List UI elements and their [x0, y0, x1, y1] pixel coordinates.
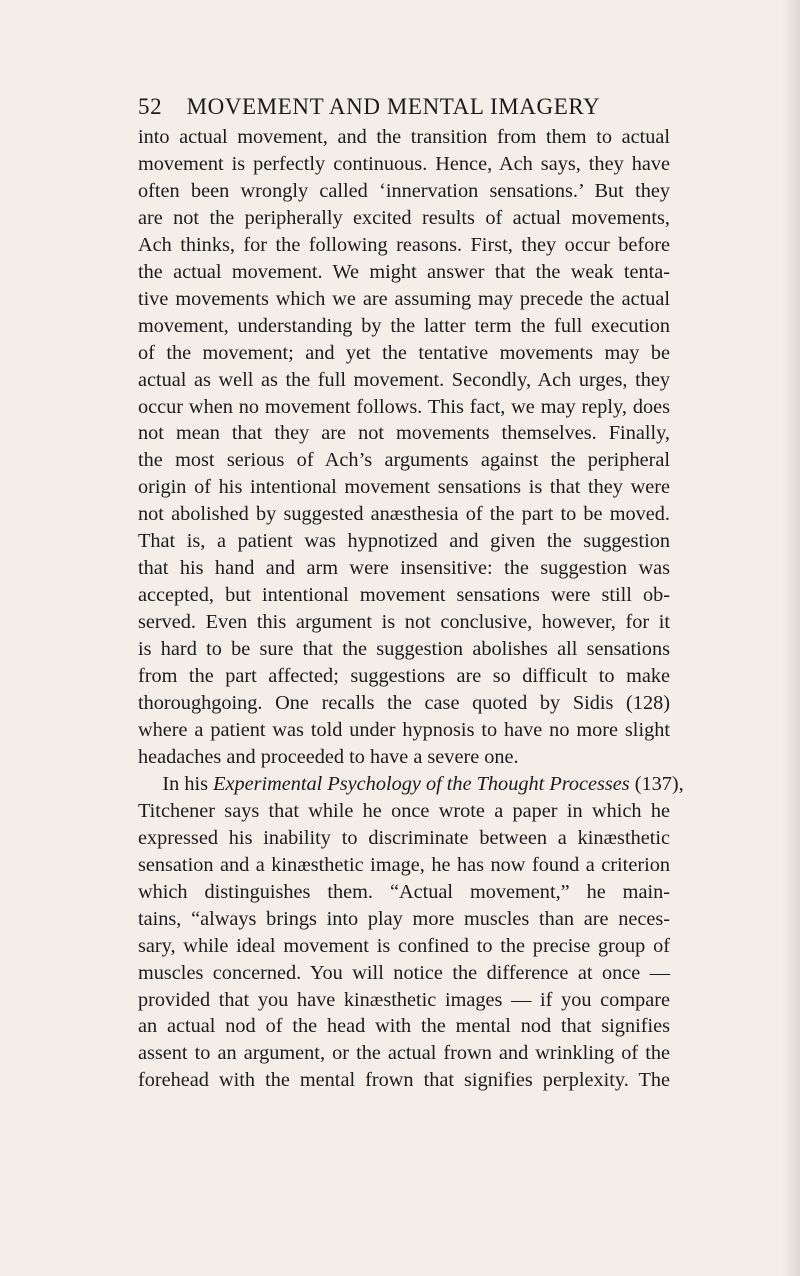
- text-line: expressed his inability to discriminate between a kinæsthetic: [138, 826, 670, 849]
- text-line: assent to an argument, or the actual frown and wrinkling of the: [138, 1042, 670, 1065]
- text-line: muscles concerned. You will notice the difference at once —: [138, 961, 670, 984]
- text-line: the actual movement. We might answer that the weak tenta-: [138, 260, 670, 283]
- text-line: movement, understanding by the latter term the full execution: [138, 314, 670, 337]
- running-header: [138, 92, 658, 122]
- text-line: the most serious of Ach’s arguments against the peripheral: [138, 449, 670, 472]
- text-line: from the part affected; suggestions are so difficult to make: [138, 665, 670, 688]
- text-line: is hard to be sure that the suggestion abolishes all sensations: [138, 638, 670, 661]
- text-line: forehead with the mental frown that signifies perplexity. The: [138, 1069, 670, 1092]
- text-line: movement is perfectly continuous. Hence, Ach says, they have: [138, 152, 670, 175]
- text-line: often been wrongly called ‘innervation sensations.’ But they: [138, 179, 670, 202]
- page-number: 52: [138, 94, 163, 119]
- running-title: MOVEMENT AND MENTAL IMAGERY: [186, 94, 601, 119]
- text-line: of the movement; and yet the tentative movements may be: [138, 341, 670, 364]
- paragraph-end-line: headaches and proceeded to have a severe one.: [138, 745, 519, 768]
- text-line: occur when no movement follows. This fact, we may reply, does: [138, 395, 670, 418]
- text-line: sary, while ideal movement is confined to the precise group of: [138, 934, 670, 957]
- text-line: that his hand and arm were insensitive: the suggestion was: [138, 557, 670, 580]
- text-line: Titchener says that while he once wrote a paper in which he: [138, 799, 670, 822]
- text-line: accepted, but intentional movement sensations were still ob-: [138, 584, 670, 607]
- text-line: not abolished by suggested anæsthesia of the part to be moved.: [138, 503, 670, 526]
- text-line: which distinguishes them. “Actual movement,” he main-: [138, 880, 670, 903]
- text-line: not mean that they are not movements themselves. Finally,: [138, 422, 670, 445]
- text-line: That is, a patient was hypnotized and given the suggestion: [138, 530, 670, 553]
- text-line: are not the peripherally excited results of actual movements,: [138, 206, 670, 229]
- text-line: sensation and a kinæsthetic image, he has now found a criterion: [138, 853, 670, 876]
- body-text: [138, 124, 684, 1094]
- text-line: an actual nod of the head with the mental nod that signifies: [138, 1015, 670, 1038]
- page-edge-shadow: [782, 0, 800, 1276]
- book-title: Experimental Psychology of the Thought Processes: [213, 772, 630, 795]
- text-line: thoroughgoing. One recalls the case quoted by Sidis (128): [138, 692, 670, 715]
- text-line: actual as well as the full movement. Secondly, Ach urges, they: [138, 368, 670, 391]
- text-run: In his: [162, 772, 214, 795]
- text-line: tive movements which we are assuming may precede the actual: [138, 287, 670, 310]
- text-run: (137),: [629, 772, 684, 795]
- text-line: into actual movement, and the transition from them to actual: [138, 126, 670, 148]
- text-line: where a patient was told under hypnosis to have no more slight: [138, 718, 670, 741]
- text-line: tains, “always brings into play more muscles than are neces-: [138, 907, 670, 930]
- text-line: served. Even this argument is not conclusive, however, for it: [138, 611, 670, 634]
- text-line: Ach thinks, for the following reasons. First, they occur before: [138, 233, 670, 256]
- paragraph-start-line: [138, 771, 684, 798]
- text-line: origin of his intentional movement sensations is that they were: [138, 476, 670, 499]
- text-line: provided that you have kinæsthetic images — if you compare: [138, 988, 670, 1011]
